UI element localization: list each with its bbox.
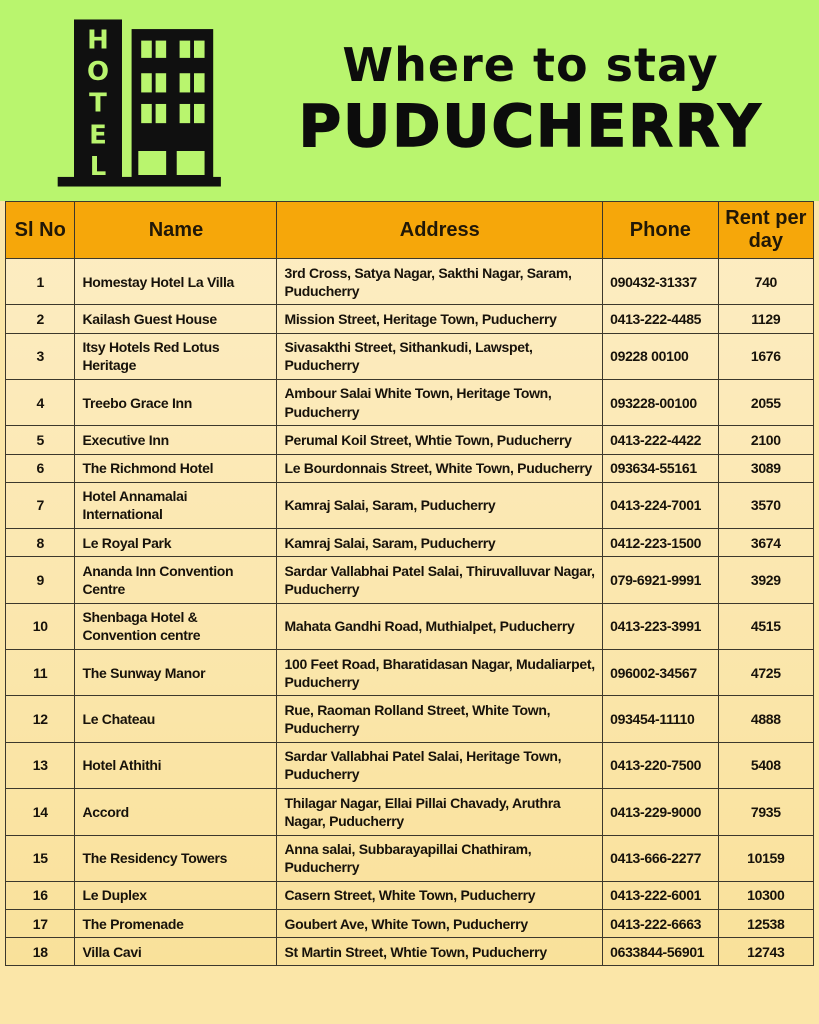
table-row <box>6 305 814 333</box>
table-row <box>6 454 814 482</box>
cell-rent-per-day: 740 <box>718 259 813 305</box>
cell-sl-no: 18 <box>6 938 75 966</box>
column-header-phone: Phone <box>603 202 719 259</box>
cell-phone: 093228-00100 <box>603 379 719 425</box>
cell-phone: 0412-223-1500 <box>603 529 719 557</box>
cell-name: The Residency Towers <box>75 835 277 881</box>
table-row <box>6 529 814 557</box>
cell-phone: 0413-666-2277 <box>603 835 719 881</box>
cell-name: Kailash Guest House <box>75 305 277 333</box>
cell-name: Executive Inn <box>75 426 277 454</box>
cell-phone: 0413-223-3991 <box>603 603 719 649</box>
cell-name: Hotel Athithi <box>75 742 277 788</box>
table-row <box>6 938 814 966</box>
cell-rent-per-day: 4515 <box>718 603 813 649</box>
svg-text:O: O <box>86 56 110 87</box>
table-row <box>6 881 814 909</box>
table-row <box>6 426 814 454</box>
svg-text:E: E <box>89 120 107 151</box>
cell-address: Sardar Vallabhai Patel Salai, Thiruvalluvar Nagar, Puducherry <box>277 557 603 603</box>
cell-sl-no: 7 <box>6 482 75 528</box>
hotel-building-icon <box>50 10 242 196</box>
table-row <box>6 835 814 881</box>
cell-name: Shenbaga Hotel & Convention centre <box>75 603 277 649</box>
cell-address: Anna salai, Subbarayapillai Chathiram, Puducherry <box>277 835 603 881</box>
cell-address: Casern Street, White Town, Puducherry <box>277 881 603 909</box>
cell-sl-no: 13 <box>6 742 75 788</box>
cell-address: Thilagar Nagar, Ellai Pillai Chavady, Aruthra Nagar, Puducherry <box>277 789 603 835</box>
cell-sl-no: 5 <box>6 426 75 454</box>
cell-sl-no: 6 <box>6 454 75 482</box>
cell-rent-per-day: 10300 <box>718 881 813 909</box>
cell-rent-per-day: 1129 <box>718 305 813 333</box>
cell-name: The Richmond Hotel <box>75 454 277 482</box>
cell-sl-no: 9 <box>6 557 75 603</box>
title-block <box>250 0 811 201</box>
cell-rent-per-day: 3929 <box>718 557 813 603</box>
svg-text:H: H <box>87 25 109 56</box>
cell-name: Homestay Hotel La Villa <box>75 259 277 305</box>
poster-subtitle: Where to stay <box>342 38 719 93</box>
cell-phone: 0413-220-7500 <box>603 742 719 788</box>
table-row <box>6 650 814 696</box>
cell-address: Kamraj Salai, Saram, Puducherry <box>277 482 603 528</box>
cell-sl-no: 4 <box>6 379 75 425</box>
column-header-sl-no: Sl No <box>6 202 75 259</box>
column-header-rent-per-day: Rent per day <box>718 202 813 259</box>
cell-address: Ambour Salai White Town, Heritage Town, Puducherry <box>277 379 603 425</box>
table-row <box>6 696 814 742</box>
cell-phone: 096002-34567 <box>603 650 719 696</box>
cell-sl-no: 8 <box>6 529 75 557</box>
cell-sl-no: 3 <box>6 333 75 379</box>
cell-name: Le Royal Park <box>75 529 277 557</box>
cell-address: Goubert Ave, White Town, Puducherry <box>277 910 603 938</box>
cell-rent-per-day: 4725 <box>718 650 813 696</box>
cell-rent-per-day: 2100 <box>718 426 813 454</box>
column-header-name: Name <box>75 202 277 259</box>
cell-name: Hotel Annamalai International <box>75 482 277 528</box>
cell-address: Mahata Gandhi Road, Muthialpet, Puducherry <box>277 603 603 649</box>
cell-phone: 09228 00100 <box>603 333 719 379</box>
table-row <box>6 789 814 835</box>
cell-sl-no: 12 <box>6 696 75 742</box>
cell-rent-per-day: 3089 <box>718 454 813 482</box>
cell-address: St Martin Street, Whtie Town, Puducherry <box>277 938 603 966</box>
cell-sl-no: 10 <box>6 603 75 649</box>
cell-phone: 0413-222-4485 <box>603 305 719 333</box>
table-row <box>6 482 814 528</box>
cell-name: The Promenade <box>75 910 277 938</box>
cell-phone: 0413-222-6001 <box>603 881 719 909</box>
cell-name: Accord <box>75 789 277 835</box>
hero-banner <box>0 0 819 201</box>
cell-address: Kamraj Salai, Saram, Puducherry <box>277 529 603 557</box>
cell-address: Mission Street, Heritage Town, Puducherry <box>277 305 603 333</box>
cell-phone: 093454-11110 <box>603 696 719 742</box>
cell-sl-no: 17 <box>6 910 75 938</box>
cell-name: The Sunway Manor <box>75 650 277 696</box>
cell-address: Sardar Vallabhai Patel Salai, Heritage Town, Puducherry <box>277 742 603 788</box>
cell-phone: 0413-224-7001 <box>603 482 719 528</box>
cell-phone: 079-6921-9991 <box>603 557 719 603</box>
cell-sl-no: 16 <box>6 881 75 909</box>
cell-phone: 0633844-56901 <box>603 938 719 966</box>
cell-sl-no: 1 <box>6 259 75 305</box>
cell-address: Perumal Koil Street, Whtie Town, Puducherry <box>277 426 603 454</box>
cell-name: Le Duplex <box>75 881 277 909</box>
svg-text:L: L <box>89 152 107 182</box>
table-row <box>6 379 814 425</box>
cell-rent-per-day: 12538 <box>718 910 813 938</box>
cell-sl-no: 11 <box>6 650 75 696</box>
table-header-row <box>6 202 814 259</box>
table-body <box>6 259 814 966</box>
table-row <box>6 603 814 649</box>
hotel-sign-letters <box>87 25 109 182</box>
cell-phone: 093634-55161 <box>603 454 719 482</box>
cell-rent-per-day: 2055 <box>718 379 813 425</box>
cell-name: Le Chateau <box>75 696 277 742</box>
hotels-table <box>5 201 814 966</box>
cell-rent-per-day: 12743 <box>718 938 813 966</box>
cell-name: Itsy Hotels Red Lotus Heritage <box>75 333 277 379</box>
table-row <box>6 333 814 379</box>
cell-phone: 0413-229-9000 <box>603 789 719 835</box>
cell-address: 100 Feet Road, Bharatidasan Nagar, Mudaliarpet, Puducherry <box>277 650 603 696</box>
cell-rent-per-day: 4888 <box>718 696 813 742</box>
table-row <box>6 910 814 938</box>
column-header-address: Address <box>277 202 603 259</box>
cell-address: Le Bourdonnais Street, White Town, Puducherry <box>277 454 603 482</box>
cell-rent-per-day: 7935 <box>718 789 813 835</box>
cell-sl-no: 2 <box>6 305 75 333</box>
table-row <box>6 742 814 788</box>
cell-address: Sivasakthi Street, Sithankudi, Lawspet, Puducherry <box>277 333 603 379</box>
table-row <box>6 557 814 603</box>
cell-name: Treebo Grace Inn <box>75 379 277 425</box>
cell-sl-no: 15 <box>6 835 75 881</box>
cell-name: Ananda Inn Convention Centre <box>75 557 277 603</box>
cell-phone: 090432-31337 <box>603 259 719 305</box>
cell-rent-per-day: 3570 <box>718 482 813 528</box>
cell-sl-no: 14 <box>6 789 75 835</box>
cell-rent-per-day: 5408 <box>718 742 813 788</box>
cell-name: Villa Cavi <box>75 938 277 966</box>
cell-rent-per-day: 10159 <box>718 835 813 881</box>
cell-rent-per-day: 3674 <box>718 529 813 557</box>
cell-rent-per-day: 1676 <box>718 333 813 379</box>
table-row <box>6 259 814 305</box>
cell-address: Rue, Raoman Rolland Street, White Town, Puducherry <box>277 696 603 742</box>
svg-text:T: T <box>89 88 107 119</box>
cell-phone: 0413-222-6663 <box>603 910 719 938</box>
cell-address: 3rd Cross, Satya Nagar, Sakthi Nagar, Saram, Puducherry <box>277 259 603 305</box>
poster-title: PUDUCHERRY <box>298 92 763 161</box>
cell-phone: 0413-222-4422 <box>603 426 719 454</box>
